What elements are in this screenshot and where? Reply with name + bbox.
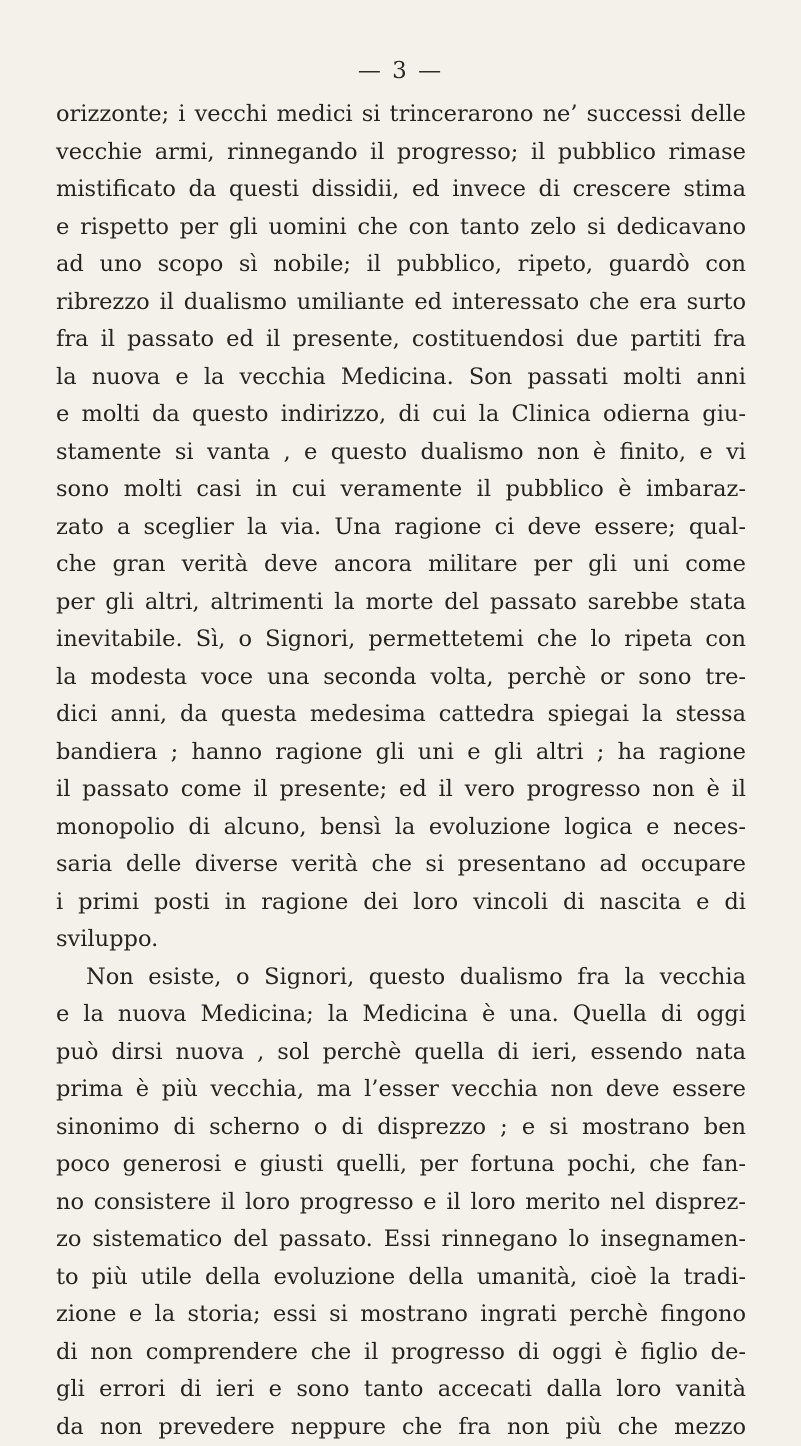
- text-line: e molti da questo indirizzo, di cui la Clinica odierna giu-: [56, 396, 746, 434]
- text-line: inevitabile. Sì, o Signori, permettetemi che lo ripeta con: [56, 621, 746, 659]
- text-line: da non prevedere neppure che fra non più che mezzo: [56, 1409, 746, 1446]
- text-line: zato a sceglier la via. Una ragione ci deve essere; qual-: [56, 509, 746, 547]
- text-line: ribrezzo il dualismo umiliante ed interessato che era surto: [56, 284, 746, 322]
- text-line: di non comprendere che il progresso di oggi è figlio de-: [56, 1334, 746, 1372]
- body-text: [56, 96, 746, 1446]
- text-line: sono molti casi in cui veramente il pubblico è imbaraz-: [56, 471, 746, 509]
- text-line: prima è più vecchia, ma l’esser vecchia non deve essere: [56, 1071, 746, 1109]
- text-line: per gli altri, altrimenti la morte del passato sarebbe stata: [56, 584, 746, 622]
- page-number: — 3 —: [0, 58, 801, 84]
- text-line: bandiera ; hanno ragione gli uni e gli altri ; ha ragione: [56, 734, 746, 772]
- text-line: e la nuova Medicina; la Medicina è una. Quella di oggi: [56, 996, 746, 1034]
- text-line: zo sistematico del passato. Essi rinnegano lo insegnamen-: [56, 1221, 746, 1259]
- text-line: la modesta voce una seconda volta, perchè or sono tre-: [56, 659, 746, 697]
- text-line: il passato come il presente; ed il vero progresso non è il: [56, 771, 746, 809]
- text-line: sinonimo di scherno o di disprezzo ; e si mostrano ben: [56, 1109, 746, 1147]
- text-line: zione e la storia; essi si mostrano ingrati perchè fingono: [56, 1296, 746, 1334]
- paragraph-start-line: Non esiste, o Signori, questo dualismo fra la vecchia: [56, 959, 746, 997]
- text-line: orizzonte; i vecchi medici si trincerarono ne’ successi delle: [56, 96, 746, 134]
- text-line: gli errori di ieri e sono tanto accecati dalla loro vanità: [56, 1371, 746, 1409]
- text-line: monopolio di alcuno, bensì la evoluzione logica e neces-: [56, 809, 746, 847]
- text-line: e rispetto per gli uomini che con tanto zelo si dedicavano: [56, 209, 746, 247]
- text-line: la nuova e la vecchia Medicina. Son passati molti anni: [56, 359, 746, 397]
- text-line: dici anni, da questa medesima cattedra spiegai la stessa: [56, 696, 746, 734]
- text-line: to più utile della evoluzione della umanità, cioè la tradi-: [56, 1259, 746, 1297]
- text-line: può dirsi nuova , sol perchè quella di ieri, essendo nata: [56, 1034, 746, 1072]
- text-line: poco generosi e giusti quelli, per fortuna pochi, che fan-: [56, 1146, 746, 1184]
- text-line: mistificato da questi dissidii, ed invece di crescere stima: [56, 171, 746, 209]
- text-line: che gran verità deve ancora militare per gli uni come: [56, 546, 746, 584]
- text-line: i primi posti in ragione dei loro vincoli di nascita e di: [56, 884, 746, 922]
- text-line: vecchie armi, rinnegando il progresso; il pubblico rimase: [56, 134, 746, 172]
- text-line: stamente si vanta , e questo dualismo non è finito, e vi: [56, 434, 746, 472]
- text-line: ad uno scopo sì nobile; il pubblico, ripeto, guardò con: [56, 246, 746, 284]
- text-line: saria delle diverse verità che si presentano ad occupare: [56, 846, 746, 884]
- paragraph-end-line: sviluppo.: [56, 921, 746, 959]
- text-line: no consistere il loro progresso e il loro merito nel disprez-: [56, 1184, 746, 1222]
- text-line: fra il passato ed il presente, costituendosi due partiti fra: [56, 321, 746, 359]
